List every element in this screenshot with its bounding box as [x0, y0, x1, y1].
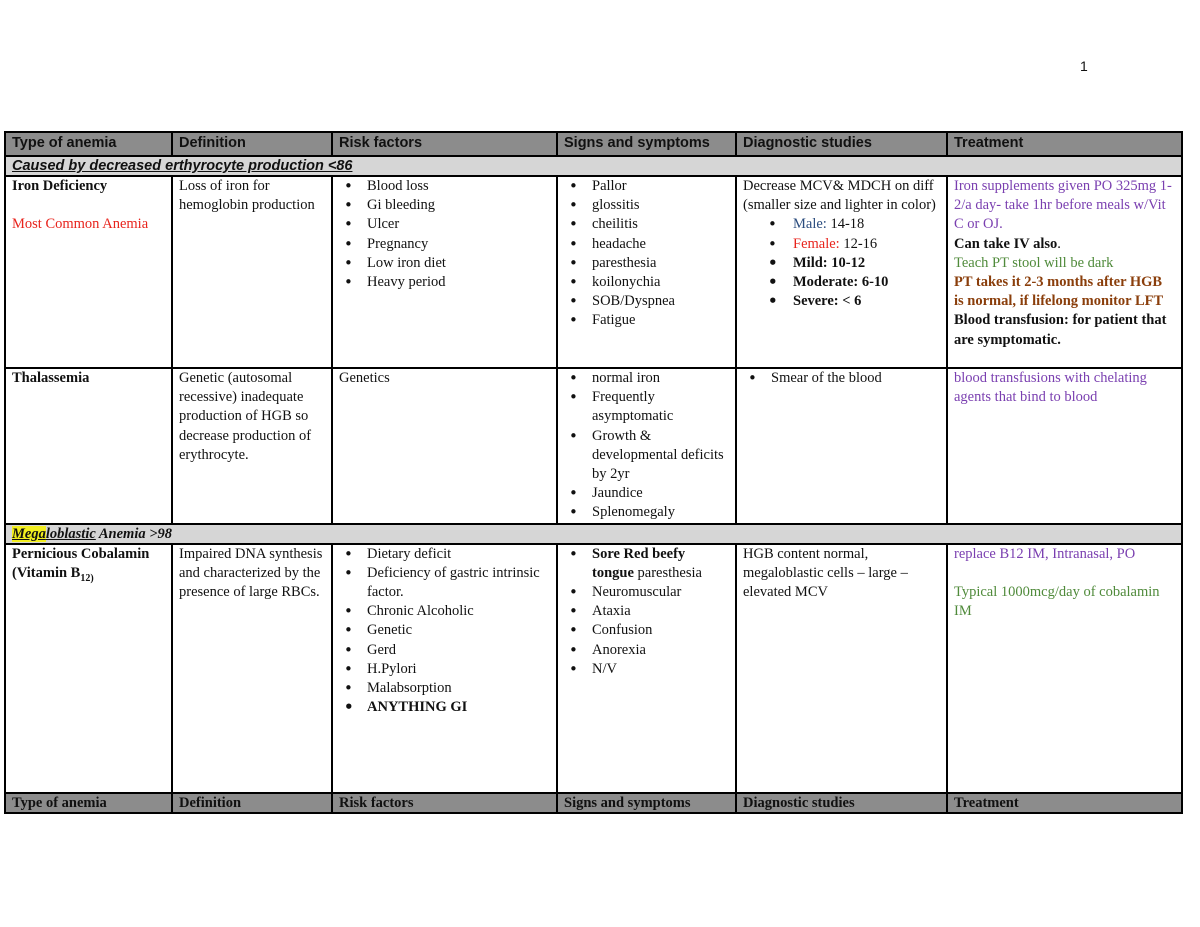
anemia-name: Thalassemia	[12, 370, 90, 386]
list-item: • Severe: < 6	[793, 292, 940, 311]
list-item: • Malabsorption	[367, 679, 550, 698]
list-item: • normal iron	[592, 369, 729, 388]
cell-risk-factors: Genetics	[332, 368, 557, 524]
header-definition: Definition	[172, 132, 332, 156]
list-item: • Anorexia	[592, 641, 729, 660]
section-title: Megaloblastic Anemia >98	[5, 524, 1182, 544]
list-item: • Neuromuscular	[592, 583, 729, 602]
cell-signs	[557, 368, 736, 524]
cell-diagnostic	[736, 176, 947, 368]
list-item: • Sore Red beefy tongue paresthesia	[592, 545, 729, 583]
list-item: • Low iron diet	[367, 254, 550, 273]
list-item: • Genetic	[367, 621, 550, 640]
cell-diagnostic	[736, 368, 947, 524]
list-item: • Female: 12-16	[793, 235, 940, 254]
cell-type	[5, 368, 172, 524]
list-item: • cheilitis	[592, 215, 729, 234]
list-item: • Gi bleeding	[367, 196, 550, 215]
list-item: • Ulcer	[367, 215, 550, 234]
list-item: • Heavy period	[367, 273, 550, 292]
anemia-note: Most Common Anemia	[12, 216, 149, 233]
cell-signs	[557, 544, 736, 793]
header-type: Type of anemia	[5, 793, 172, 813]
header-type: Type of anemia	[5, 132, 172, 156]
cell-definition: Impaired DNA synthesis and characterized by the presence of large RBCs.	[172, 544, 332, 793]
page-number: 1	[1080, 58, 1088, 74]
section-row-decreased-production	[5, 156, 1182, 176]
treatment-text: Blood transfusion: for patient that are symptomatic.	[954, 312, 1167, 348]
list-item: • Dietary deficit	[367, 545, 550, 564]
list-item: • Frequently asymptomatic	[592, 388, 729, 426]
list-item: • H.Pylori	[367, 660, 550, 679]
list-item: • koilonychia	[592, 273, 729, 292]
anemia-table	[4, 131, 1183, 814]
list-item: • Mild: 10-12	[793, 254, 940, 273]
cell-definition: Loss of iron for hemoglobin production	[172, 176, 332, 368]
list-item: • SOB/Dyspnea	[592, 292, 729, 311]
diagnostic-text: Decrease MCV& MDCH on diff (smaller size and lighter in color)	[743, 178, 936, 214]
list-item: • glossitis	[592, 196, 729, 215]
list-item: • Confusion	[592, 621, 729, 640]
header-treatment: Treatment	[947, 132, 1182, 156]
treatment-text: replace B12 IM, Intranasal, PO	[954, 545, 1136, 562]
section-row-megaloblastic	[5, 524, 1182, 544]
list-item: • ANYTHING GI	[367, 698, 550, 717]
cell-treatment	[947, 544, 1182, 793]
list-item: • Ataxia	[592, 602, 729, 621]
anemia-name: Iron Deficiency	[12, 178, 108, 194]
treatment-text: Typical 1000mcg/day of cobalamin IM	[954, 583, 1160, 620]
list-item: • Moderate: 6-10	[793, 273, 940, 292]
header-diagnostic: Diagnostic studies	[736, 793, 947, 813]
list-item: • Fatigue	[592, 311, 729, 330]
list-item: • Growth & developmental deficits by 2yr	[592, 427, 729, 485]
list-item: • N/V	[592, 660, 729, 679]
header-risk-factors: Risk factors	[332, 132, 557, 156]
table-row-pernicious	[5, 544, 1182, 793]
cell-diagnostic: HGB content normal, megaloblastic cells – large – elevated MCV	[736, 544, 947, 793]
header-definition: Definition	[172, 793, 332, 813]
list-item: • Blood loss	[367, 177, 550, 196]
header-row	[5, 132, 1182, 156]
section-title: Caused by decreased erthyrocyte production <86	[12, 158, 353, 174]
treatment-text: Iron supplements given PO 325mg 1-2/a day- take 1hr before meals w/Vit C or OJ.	[954, 178, 1172, 233]
treatment-text: Teach PT stool will be dark	[954, 254, 1114, 271]
cell-type	[5, 544, 172, 793]
anemia-name: Pernicious Cobalamin (Vitamin $B_{12)}$	[12, 545, 150, 584]
list-item: • Jaundice	[592, 484, 729, 503]
header-signs: Signs and symptoms	[557, 132, 736, 156]
list-item: • Smear of the blood	[771, 369, 940, 388]
header-signs: Signs and symptoms	[557, 793, 736, 813]
list-item: • Pregnancy	[367, 235, 550, 254]
list-item: • Pallor	[592, 177, 729, 196]
footer-header-row	[5, 793, 1182, 813]
list-item: • Deficiency of gastric intrinsic factor.	[367, 564, 550, 602]
table-row-thalassemia	[5, 368, 1182, 524]
list-item: • Chronic Alcoholic	[367, 602, 550, 621]
cell-definition: Genetic (autosomal recessive) inadequate production of HGB so decrease production of erythrocyte.	[172, 368, 332, 524]
list-item: • Splenomegaly	[592, 503, 729, 522]
cell-risk-factors	[332, 544, 557, 793]
cell-treatment: blood transfusions with chelating agents that bind to blood	[947, 368, 1182, 524]
cell-treatment	[947, 176, 1182, 368]
treatment-text: PT takes it 2-3 months after HGB is normal, if lifelong monitor LFT	[954, 274, 1164, 310]
header-risk-factors: Risk factors	[332, 793, 557, 813]
list-item: • Male: 14-18	[793, 215, 940, 234]
header-treatment: Treatment	[947, 793, 1182, 813]
table-row-iron-deficiency	[5, 176, 1182, 368]
cell-risk-factors	[332, 176, 557, 368]
list-item: • Gerd	[367, 641, 550, 660]
header-diagnostic: Diagnostic studies	[736, 132, 947, 156]
cell-type	[5, 176, 172, 368]
list-item: • headache	[592, 235, 729, 254]
treatment-text: Can take IV also.	[954, 235, 1061, 252]
list-item: • paresthesia	[592, 254, 729, 273]
cell-signs	[557, 176, 736, 368]
